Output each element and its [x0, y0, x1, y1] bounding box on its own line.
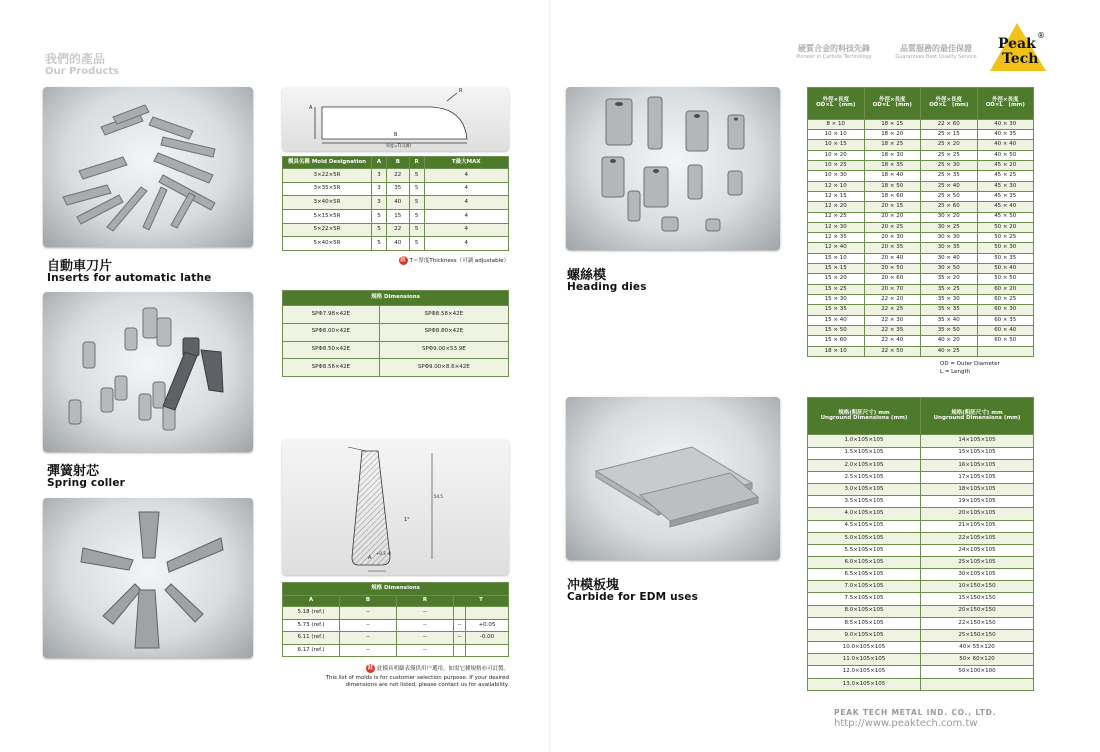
table-row	[808, 264, 1034, 274]
table-cell: 60 × 50	[977, 336, 1034, 346]
table-cell: 10 × 20	[808, 150, 865, 160]
table-cell: 40× 55×120	[921, 642, 1034, 654]
table-cell: 4.5×105×105	[808, 520, 921, 532]
slogan-2-en: Guarantees Best Quality Service	[895, 54, 977, 60]
table-row	[808, 150, 1034, 160]
table-cell: 8.5×105×105	[808, 617, 921, 629]
heading-legend	[940, 361, 1034, 375]
heading-dies-table	[807, 87, 1034, 357]
table-cell: 15 × 20	[808, 274, 865, 284]
spring-note-zh: 此模具明細表僅供用户選用，如需它種規格亦可訂製。	[376, 666, 509, 672]
table-cell: 22 × 20	[864, 295, 921, 305]
edm-title-en: Carbide for EDM uses	[567, 591, 699, 603]
table-cell: 18 × 10	[808, 346, 865, 356]
table-cell: 6.0×105×105	[808, 557, 921, 569]
table-cell: 40 × 20	[921, 336, 978, 346]
table-cell: 50 × 25	[977, 233, 1034, 243]
logo-registered: ®	[1037, 31, 1045, 40]
table-cell: 10 × 15	[808, 140, 865, 150]
edm-header-en: Unground Dimensions (mm)	[933, 415, 1021, 422]
table-row	[808, 629, 1034, 641]
table-cell: 20 × 15	[864, 202, 921, 212]
table-row	[808, 295, 1034, 305]
table-row	[808, 202, 1034, 212]
table-cell: 30 × 40	[921, 253, 978, 263]
table-row	[808, 181, 1034, 191]
table-cell: 50 × 30	[977, 243, 1034, 253]
od-l-header-en: OD×L (mm)	[985, 102, 1025, 109]
drawing2-label-length: 54.5	[434, 494, 443, 499]
table-cell: 10 × 30	[808, 171, 865, 181]
od-l-header-zh: 外徑×長度	[822, 96, 850, 103]
table-cell: 25 × 60	[921, 202, 978, 212]
table-cell: 60 × 40	[977, 325, 1034, 335]
table-cell: 22×150×150	[921, 617, 1034, 629]
table-cell: 15×105×105	[921, 447, 1034, 459]
table-cell: 20 × 40	[864, 253, 921, 263]
table-cell: 15×150×150	[921, 593, 1034, 605]
wedges-photo	[43, 498, 253, 658]
table-row	[808, 617, 1034, 629]
table-cell: 20 × 25	[864, 222, 921, 232]
od-l-header-zh: 外徑×長度	[878, 96, 906, 103]
drawing1-label-a: A	[309, 105, 313, 111]
table-cell: 35 × 25	[921, 284, 978, 294]
table-cell: 18×105×105	[921, 484, 1034, 496]
table-cell: 14×105×105	[921, 435, 1034, 447]
table-cell: 12 × 30	[808, 222, 865, 232]
table-cell: 18 × 15	[864, 119, 921, 129]
col-a: A	[372, 157, 387, 169]
table-row	[808, 642, 1034, 654]
table-cell: 25 × 25	[921, 150, 978, 160]
table-cell: 20×150×150	[921, 605, 1034, 617]
col-b: B	[386, 157, 409, 169]
table-row: 3×35×5R 3 35 5 4	[283, 182, 509, 196]
table-row	[808, 496, 1034, 508]
table-cell: 20 × 50	[864, 264, 921, 274]
table-row	[808, 346, 1034, 356]
page-title-en: Our Products	[45, 66, 120, 77]
od-l-header-zh: 外徑×長度	[991, 96, 1019, 103]
insert-drawing	[282, 87, 509, 151]
table-row	[808, 471, 1034, 483]
table-row	[808, 435, 1034, 447]
spring-spec-table: 規格 Dimensions A B R T 5.18 (ref.) -- -- 5.73 (ref.) -- -- -- +0.05 6.11 (ref.) -- -- -- -0.00 6.17 (ref.) -- --	[282, 582, 509, 657]
table-cell: 50×100×100	[921, 666, 1034, 678]
table-row	[808, 336, 1034, 346]
table-cell: 12 × 40	[808, 243, 865, 253]
slogan-1-en: Pioneer in Carbide Technology	[796, 54, 872, 60]
table-cell: 15 × 40	[808, 315, 865, 325]
table-row	[808, 447, 1034, 459]
table-cell: 12 × 25	[808, 212, 865, 222]
table-cell: 16×105×105	[921, 459, 1034, 471]
table-row: 6.11 (ref.) -- -- -- -0.00	[283, 632, 509, 645]
company-logo	[990, 22, 1048, 72]
spring-note	[300, 664, 509, 688]
table-cell: 20×105×105	[921, 508, 1034, 520]
slogan-1	[786, 43, 882, 60]
table-cell: 15 × 25	[808, 284, 865, 294]
table-cell: 40 × 25	[921, 346, 978, 356]
table-row	[808, 581, 1034, 593]
table-cell: 20 × 20	[864, 212, 921, 222]
spring-note-en1: This list of molds is for customer selection purpose. If your desired	[325, 675, 509, 681]
table-cell: 15 × 35	[808, 305, 865, 315]
table-row	[808, 305, 1034, 315]
table-row: 3×22×5R 3 22 5 4	[283, 169, 509, 183]
table-cell: 35 × 35	[921, 305, 978, 315]
table-cell: 50 × 20	[977, 222, 1034, 232]
note-mark-icon: 註	[367, 665, 374, 671]
table-cell	[921, 678, 1034, 690]
table-cell: 3.5×105×105	[808, 496, 921, 508]
table-cell: 35 × 50	[921, 325, 978, 335]
edm-header-zh: 規格(粗胚尺寸) mm	[951, 409, 1003, 416]
inserts-title-zh: 自動車刀片	[47, 259, 113, 274]
table-cell: 20 × 35	[864, 243, 921, 253]
table-row	[808, 171, 1034, 181]
table-row	[808, 222, 1034, 232]
table-cell: 25×105×105	[921, 557, 1034, 569]
sp-table-header: 規格 Dimensions	[283, 291, 509, 306]
table-row	[808, 212, 1034, 222]
table-cell: 25 × 50	[921, 191, 978, 201]
table-cell: 5.5×105×105	[808, 544, 921, 556]
sp-dimensions-table	[282, 290, 509, 377]
table-row	[808, 666, 1034, 678]
table-row: 6.17 (ref.) -- --	[283, 644, 509, 657]
table-cell: 2.0×105×105	[808, 459, 921, 471]
table-cell: 18 × 60	[864, 191, 921, 201]
table-cell: 25 × 30	[921, 160, 978, 170]
table-cell: 2.5×105×105	[808, 471, 921, 483]
inserts-note-text: T＝厚度Thickness（可調 adjustable）	[409, 258, 509, 264]
table-cell: 15 × 15	[808, 264, 865, 274]
col-mold-designation: 模具名稱 Mold Designation	[283, 157, 372, 169]
table-cell: 40 × 40	[977, 140, 1034, 150]
table-row: SPΦ8.00×42E SPΦ8.80×42E	[283, 323, 509, 341]
table-cell: 30 × 35	[921, 243, 978, 253]
table-row	[808, 569, 1034, 581]
table-cell: 25 × 35	[921, 171, 978, 181]
inserts-photo	[43, 87, 253, 247]
table-cell: 10×150×150	[921, 581, 1034, 593]
legend-od: OD = Outer Diameter	[940, 361, 1000, 367]
spring-title-zh: 彈簧射芯	[47, 464, 100, 479]
heading-dies-photo	[566, 87, 780, 250]
table-cell: 17×105×105	[921, 471, 1034, 483]
table-row	[808, 130, 1034, 140]
company-url[interactable]: http://www.peaktech.com.tw	[834, 718, 978, 729]
table-cell: 18 × 30	[864, 150, 921, 160]
spring-coller-photo	[43, 292, 253, 452]
od-l-header-zh: 外徑×長度	[935, 96, 963, 103]
table-row	[808, 325, 1034, 335]
table-cell: 21×105×105	[921, 520, 1034, 532]
table-cell: 50× 60×120	[921, 654, 1034, 666]
spring-table-header: 規格 Dimensions	[283, 583, 509, 596]
table-cell: 20 × 60	[864, 274, 921, 284]
table-row	[808, 484, 1034, 496]
table-row	[808, 191, 1034, 201]
table-cell: 22 × 25	[864, 305, 921, 315]
table-row	[808, 654, 1034, 666]
table-row: SPΦ8.50×42E SPΦ9.00×53.9E	[283, 341, 509, 359]
table-row	[808, 508, 1034, 520]
table-cell: 22 × 50	[864, 346, 921, 356]
table-cell: 22×105×105	[921, 532, 1034, 544]
drawing1-label-r: R	[459, 88, 463, 94]
table-cell: 40 × 30	[977, 119, 1034, 129]
table-cell: 1.5×105×105	[808, 447, 921, 459]
table-cell: 35 × 30	[921, 295, 978, 305]
table-cell: 7.0×105×105	[808, 581, 921, 593]
drawing1-caption: 厚度=T(可調)	[386, 143, 411, 148]
table-cell: 25 × 40	[921, 181, 978, 191]
table-cell: 30 × 30	[921, 233, 978, 243]
table-cell: 60 × 25	[977, 295, 1034, 305]
edm-photo	[566, 397, 780, 560]
table-row	[808, 678, 1034, 690]
spring-drawing	[282, 439, 509, 575]
edm-header-en: Unground Dimensions (mm)	[820, 415, 908, 422]
table-cell: 12 × 35	[808, 233, 865, 243]
table-cell: 30 × 25	[921, 222, 978, 232]
table-cell: 50 × 35	[977, 253, 1034, 263]
table-row	[808, 557, 1034, 569]
table-cell: 18 × 25	[864, 140, 921, 150]
od-l-header-en: OD×L (mm)	[816, 102, 856, 109]
table-row	[808, 253, 1034, 263]
note-mark-icon: 註	[400, 257, 406, 263]
table-cell: 18 × 20	[864, 130, 921, 140]
table-cell: 15 × 50	[808, 325, 865, 335]
table-row	[808, 315, 1034, 325]
drawing2-label-a-tol: +0.3 -0	[376, 551, 391, 556]
table-cell: 22 × 60	[921, 119, 978, 129]
table-cell: 45 × 40	[977, 202, 1034, 212]
inserts-title-en: Inserts for automatic lathe	[47, 272, 212, 284]
drawing2-label-a: A	[368, 555, 372, 561]
drawing2-label-angle: 1°	[404, 517, 410, 523]
table-cell	[977, 346, 1034, 356]
table-row	[808, 243, 1034, 253]
table-row: SPΦ7.98×42E SPΦ8.58×42E	[283, 306, 509, 324]
table-row: 3×40×5R 3 40 5 4	[283, 196, 509, 210]
slogan-2	[886, 43, 986, 60]
table-cell: 30 × 20	[921, 212, 978, 222]
col-r: R	[409, 157, 424, 169]
table-cell: 7.5×105×105	[808, 593, 921, 605]
table-cell: 19×105×105	[921, 496, 1034, 508]
table-row	[808, 160, 1034, 170]
table-cell: 40 × 50	[977, 150, 1034, 160]
table-cell: 8.0×105×105	[808, 605, 921, 617]
table-cell: 13.0×105×105	[808, 678, 921, 690]
table-row	[808, 284, 1034, 294]
table-cell: 50 × 50	[977, 274, 1034, 284]
table-cell: 10 × 10	[808, 130, 865, 140]
slogan-2-zh: 品質服務的最佳保證	[900, 44, 972, 53]
edm-title-zh: 冲模板塊	[567, 578, 620, 593]
table-cell: 12.0×105×105	[808, 666, 921, 678]
company-name: PEAK TECH METAL IND. CO., LTD.	[834, 708, 997, 717]
table-row: 5×22×5R 5 22 5 4	[283, 223, 509, 237]
table-cell: 45 × 50	[977, 212, 1034, 222]
table-cell: 60 × 35	[977, 315, 1034, 325]
table-cell: 24×105×105	[921, 544, 1034, 556]
table-row	[808, 593, 1034, 605]
table-row: 5×15×5R 5 15 5 4	[283, 209, 509, 223]
table-cell: 50 × 40	[977, 264, 1034, 274]
table-cell: 3.0×105×105	[808, 484, 921, 496]
heading-title-zh: 螺絲模	[567, 268, 607, 283]
table-row	[808, 544, 1034, 556]
drawing1-label-b: B	[394, 132, 398, 138]
table-cell: 15 × 30	[808, 295, 865, 305]
table-row	[808, 605, 1034, 617]
table-cell: 9.0×105×105	[808, 629, 921, 641]
table-row	[808, 233, 1034, 243]
table-row: 5×40×5R 5 40 5 4	[283, 237, 509, 251]
table-cell: 18 × 35	[864, 160, 921, 170]
edm-dimensions-table	[807, 397, 1034, 691]
table-cell: 1.0×105×105	[808, 435, 921, 447]
table-cell: 60 × 20	[977, 284, 1034, 294]
table-cell: 10 × 25	[808, 160, 865, 170]
table-cell: 45 × 25	[977, 171, 1034, 181]
logo-text-2: Tech	[1002, 51, 1039, 67]
spring-note-en2: dimensions are not listed, please contact us for availability.	[345, 682, 509, 688]
col-t-max: T最大MAX	[424, 157, 508, 169]
page-title-zh: 我們的產品	[45, 52, 106, 66]
table-cell: 30×105×105	[921, 569, 1034, 581]
table-row	[808, 459, 1034, 471]
table-cell: 8 × 10	[808, 119, 865, 129]
table-cell: 45 × 35	[977, 191, 1034, 201]
spring-title-en: Spring coller	[47, 477, 126, 489]
table-cell: 45 × 30	[977, 181, 1034, 191]
slogan-1-zh: 硬質合金的科技先鋒	[798, 44, 870, 53]
legend-l: L = Length	[940, 369, 971, 375]
table-cell: 20 × 70	[864, 284, 921, 294]
table-cell: 35 × 20	[921, 274, 978, 284]
od-l-header-en: OD×L (mm)	[872, 102, 912, 109]
table-cell: 22 × 40	[864, 336, 921, 346]
table-cell: 18 × 40	[864, 171, 921, 181]
table-cell: 4.0×105×105	[808, 508, 921, 520]
table-row	[808, 520, 1034, 532]
table-row: 5.73 (ref.) -- -- -- +0.05	[283, 619, 509, 632]
table-cell: 5.0×105×105	[808, 532, 921, 544]
table-cell: 25×150×150	[921, 629, 1034, 641]
table-cell: 20 × 30	[864, 233, 921, 243]
table-cell: 10.0×105×105	[808, 642, 921, 654]
table-cell: 12 × 20	[808, 202, 865, 212]
table-row: SPΦ8.56×42E SPΦ9.00×8.6×42E	[283, 359, 509, 377]
table-cell: 12 × 15	[808, 191, 865, 201]
od-l-header-en: OD×L (mm)	[929, 102, 969, 109]
table-row	[808, 274, 1034, 284]
table-cell: 60 × 30	[977, 305, 1034, 315]
table-row	[808, 140, 1034, 150]
table-cell: 35 × 40	[921, 315, 978, 325]
edm-header-zh: 規格(粗胚尺寸) mm	[838, 409, 890, 416]
table-cell: 40 × 35	[977, 130, 1034, 140]
table-cell: 11.0×105×105	[808, 654, 921, 666]
table-row	[808, 532, 1034, 544]
page-fold	[549, 0, 551, 752]
table-cell: 12 × 10	[808, 181, 865, 191]
table-cell: 25 × 20	[921, 140, 978, 150]
table-cell: 30 × 50	[921, 264, 978, 274]
heading-title-en: Heading dies	[567, 281, 647, 293]
inserts-spec-table	[282, 156, 509, 251]
table-cell: 6.5×105×105	[808, 569, 921, 581]
logo-text-1: Peak	[998, 36, 1036, 52]
table-cell: 22 × 30	[864, 315, 921, 325]
table-cell: 18 × 50	[864, 181, 921, 191]
table-cell: 25 × 15	[921, 130, 978, 140]
table-cell: 45 × 20	[977, 160, 1034, 170]
table-cell: 22 × 35	[864, 325, 921, 335]
table-row	[808, 119, 1034, 129]
table-cell: 15 × 10	[808, 253, 865, 263]
table-cell: 15 × 60	[808, 336, 865, 346]
table-row: 5.18 (ref.) -- --	[283, 607, 509, 620]
inserts-note	[340, 256, 509, 265]
